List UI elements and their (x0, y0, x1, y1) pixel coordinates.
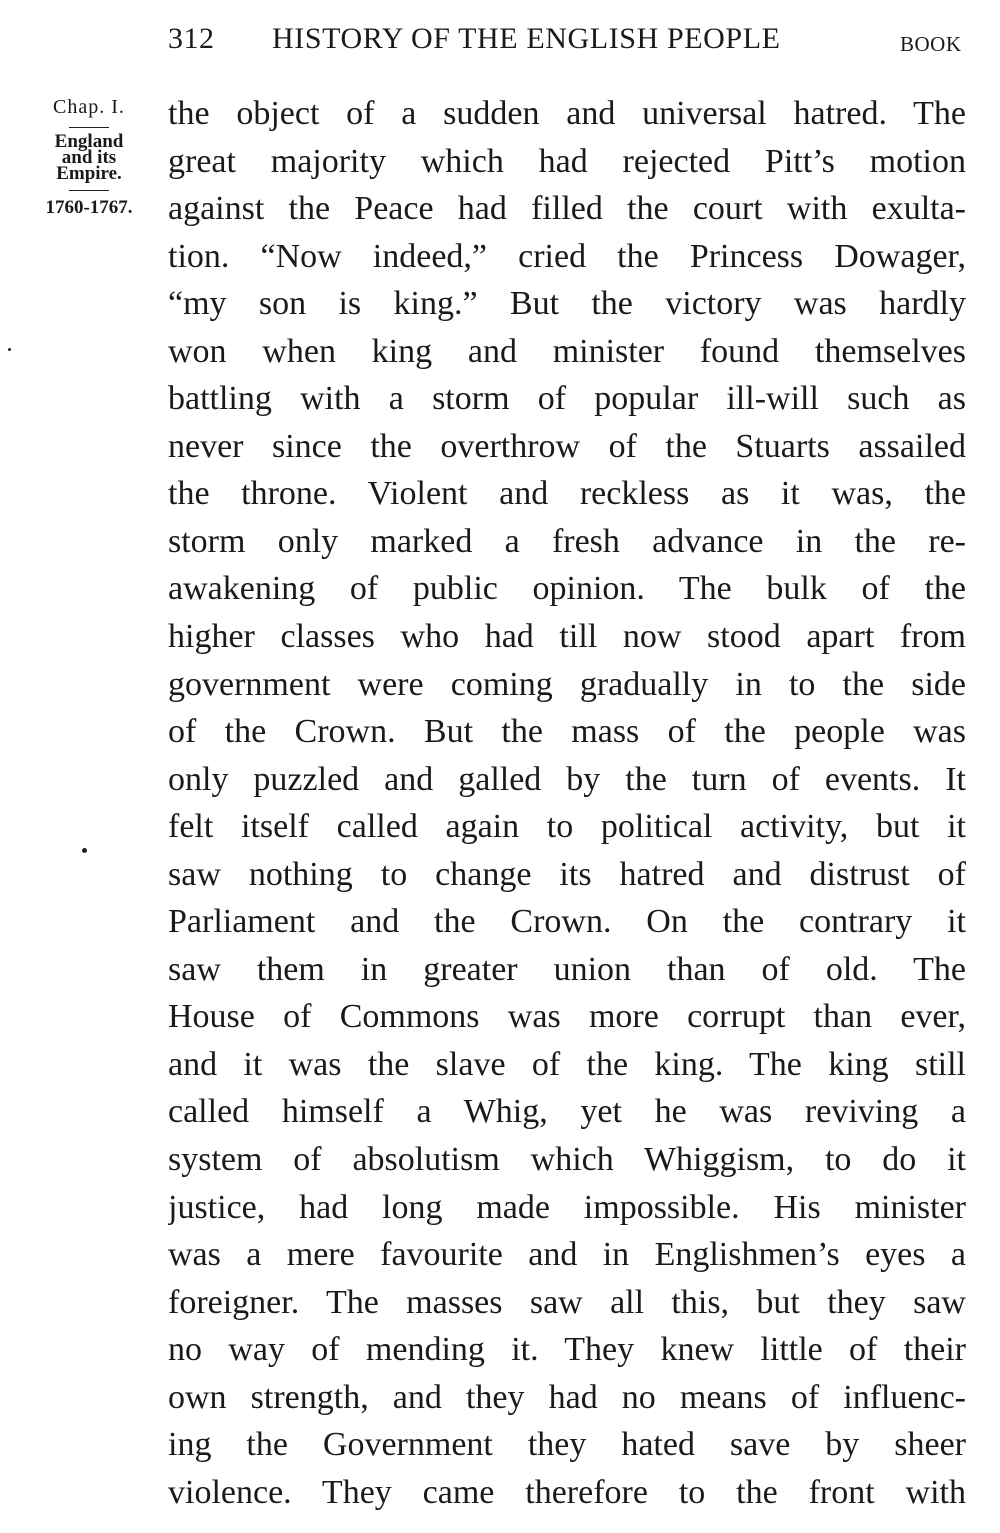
text-line: government were coming gradually in to the side (168, 665, 966, 703)
chapter-label: Chap. I. (53, 96, 125, 118)
running-title: HISTORY OF THE ENGLISH PEOPLE (272, 22, 781, 55)
text-line: higher classes who had till now stood apart from (168, 618, 966, 656)
text-line: against the Peace had filled the court with exulta- (168, 190, 966, 228)
text-line: own strength, and they had no means of influenc- (168, 1378, 966, 1416)
text-line: the throne. Violent and reckless as it was, the (168, 475, 966, 513)
section-title-line-1: England (54, 131, 124, 152)
date-range: 1760-1767. (45, 197, 133, 218)
text-line: House of Commons was more corrupt than ever, (168, 998, 966, 1036)
text-line: “my son is king.” But the victory was hardly (168, 285, 966, 323)
text-line: storm only marked a fresh advance in the re- (168, 522, 966, 560)
text-line: saw nothing to change its hatred and distrust of (168, 855, 966, 893)
text-line: no way of mending it. They knew little of their (168, 1331, 966, 1369)
ink-speck (8, 348, 11, 351)
text-line: battling with a storm of popular ill-will such as (168, 380, 966, 418)
margin-rule (69, 127, 109, 128)
text-line: foreigner. The masses saw all this, but they saw (168, 1283, 966, 1321)
text-line: saw them in greater union than of old. The (168, 950, 966, 988)
text-line: violence. They came therefore to the front with (168, 1473, 966, 1511)
body-text (168, 90, 966, 1516)
page-header (0, 14, 1000, 64)
text-line: never since the overthrow of the Stuarts assailed (168, 427, 966, 465)
text-line: justice, had long made impossible. His minister (168, 1188, 966, 1226)
margin-notes (30, 92, 148, 219)
text-line: tion. “Now indeed,” cried the Princess Dowager, (168, 237, 966, 275)
text-line: and it was the slave of the king. The king still (168, 1045, 966, 1083)
ink-speck (82, 848, 87, 853)
text-line: awakening of public opinion. The bulk of the (168, 570, 966, 608)
text-line: of the Crown. But the mass of the people was (168, 713, 966, 751)
section-title-line-3: Empire. (56, 163, 122, 184)
text-line: called himself a Whig, yet he was reviving a (168, 1093, 966, 1131)
text-line: great majority which had rejected Pitt’s motion (168, 142, 966, 180)
text-line: Parliament and the Crown. On the contrary it (168, 903, 966, 941)
text-line: ing the Government they hated save by sheer (168, 1426, 966, 1464)
margin-rule (69, 190, 109, 191)
book-label: BOOK (900, 32, 962, 56)
page-number: 312 (168, 22, 215, 55)
text-line: was a mere favourite and in Englishmen’s eyes a (168, 1236, 966, 1274)
text-line: only puzzled and galled by the turn of events. It (168, 760, 966, 798)
text-line: system of absolutism which Whiggism, to do it (168, 1141, 966, 1179)
text-line: the object of a sudden and universal hatred. The (168, 95, 966, 132)
text-line: felt itself called again to political activity, but it (168, 808, 966, 846)
section-title-line-2: and its (61, 147, 117, 168)
text-line: won when king and minister found themselves (168, 332, 966, 370)
